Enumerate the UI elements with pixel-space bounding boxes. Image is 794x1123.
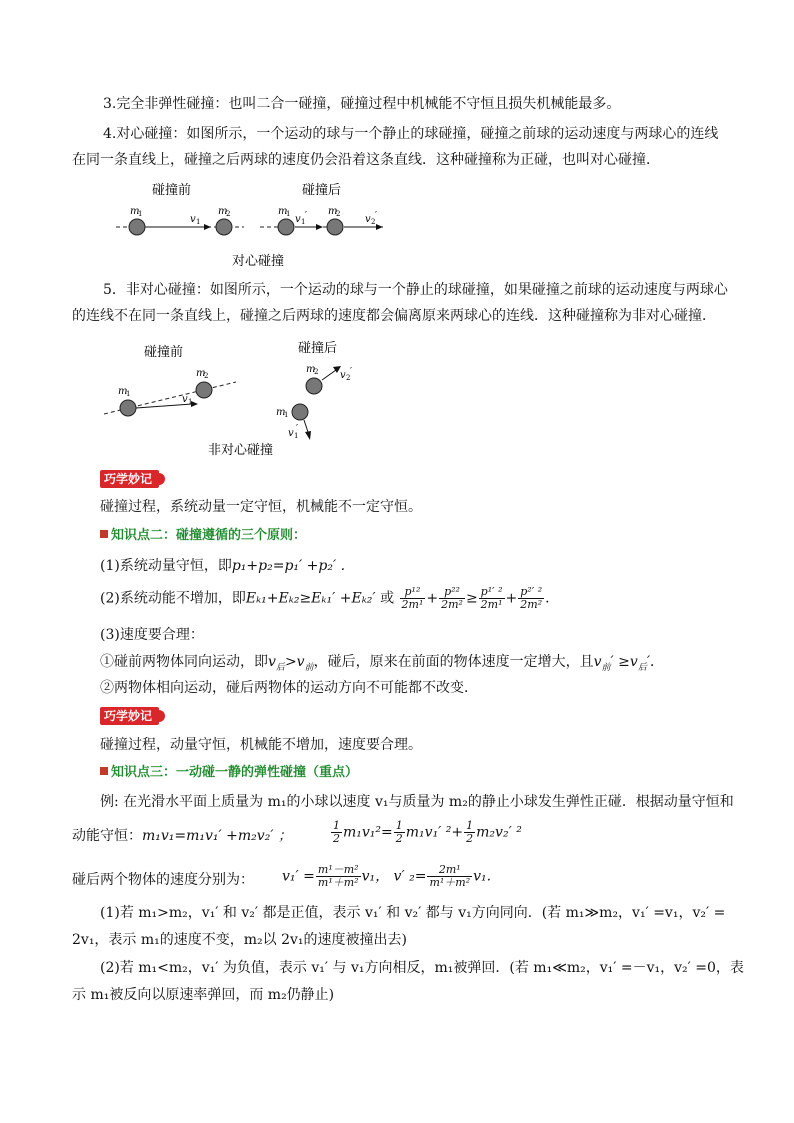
fig1-after-label: 碰撞后 [302,183,342,198]
example-line-2 [72,826,292,846]
case-2-line2: 示 m₁被反向以原速率弹回，而 m₂仍静止) [72,987,335,1003]
frac-p2-sq: $\frac{\text{p²²}}{\text{2m²}}$ [441,585,463,611]
rule-3: (3)速度要合理： [100,627,204,643]
rule-3a-cond: $v_后>v_前$ [268,654,314,673]
velocity-line [72,870,254,890]
fig2-v1p-arrowhead [305,431,311,440]
case-2-line1: (2)若 m₁<m₂，v₁′ 为负值，表示 v₁′ 与 v₁方向相反，m₁被弹回．(若 m₁≪m₂，v₁′ =－v₁，v₂′ =0，表 [100,960,744,976]
knowledge-point-3-heading [100,763,358,783]
knowledge-point-2-heading [100,526,306,546]
fig2-v2p-sub: 2 [346,374,351,382]
fig2-m2-sub: 2 [204,372,209,380]
fig2-ball-m1-before [120,400,136,416]
fig2-m1-after-sub: 1 [284,411,289,419]
fig1-v2p-sub: 2 [371,218,376,226]
rule-3a-text: ①碰前两物体同向运动，即 [100,654,268,670]
fig1-v1p-prime: ′ [305,211,308,221]
fig2-m2-after-label: m [306,364,316,375]
energy-equation: $\frac{1}{2}$ m₁v₁²= $\frac{1}{2}$ m₁v₁′ ²+ $\frac{1}{2}$ m₂v₂′ ² [333,819,522,845]
kp2-text: 知识点二：碰撞遵循的三个原则： [111,528,307,543]
fig1-v2p-arrowhead [376,224,383,230]
fig2-ball-m2-after [306,378,322,394]
rule-2-energy: Eₖ₁+Eₖ₂≥Eₖ₁′ +Eₖ₂′ [245,590,376,607]
paragraph-4-line2: 在同一条直线上，碰撞之后两球的速度仍会沿着这条直线．这种碰撞称为正碰，也叫对心碰撞． [72,152,660,168]
rule-3a-mid: ，碰后，原来在前面的物体速度一定增大，且 [313,654,594,670]
rule-2: (2)系统动能不增加，即Eₖ₁+Eₖ₂≥Eₖ₁′ +Eₖ₂′ 或 $\frac{\text{p¹²}}{\text{2m¹}}$ + $\frac{\text{p²²}}{\text{2m²}}$ ≥ $\frac{\text{p¹′ ²}}{\text{2m¹}}$ + $\frac{\text{p²′ ²}}{\text{2m²}}$ . [100,585,550,611]
fig1-m1-label: m [130,206,140,217]
kp3-text: 知识点三：一动碰一静的弹性碰撞（重点） [111,765,359,780]
paragraph-5-line1: 5．非对心碰撞：如图所示，一个运动的球与一个静止的球碰撞，如果碰撞之前球的运动速度与两球心 [103,282,728,298]
example-line-2-text: 动能守恒： [72,828,142,844]
fig2-before-label: 碰撞前 [144,345,184,360]
fig1-m1-after-label: m [278,206,288,217]
fig1-m2-after-sub: 2 [336,210,341,218]
fig1-m1-sub: 1 [138,210,143,218]
head-on-collision-figure [110,178,400,270]
momentum-equation: m₁v₁=m₁v₁′ +m₂v₂′ ； [142,828,292,844]
fig1-v1-sub: 1 [196,218,201,226]
memo-1-text: 碰撞过程，系统动量一定守恒，机械能不一定守恒。 [100,499,422,515]
fig1-m1-after-sub: 1 [286,210,291,218]
fig2-m1-label: m [118,386,128,397]
fig1-ball-m1-after [278,219,294,235]
red-square-icon [100,530,108,538]
fig1-m2-sub: 2 [226,210,231,218]
paragraph-3: 3.完全非弹性碰撞：也叫二合一碰撞，碰撞过程中机械能不守恒且损失机械能最多。 [103,96,621,112]
fig1-v1p-sub: 1 [301,218,306,226]
fig2-m2-label: m [196,368,206,379]
fig2-ball-m2-before [196,382,212,398]
example-line-1: 例: 在光滑水平面上质量为 m₁的小球以速度 v₁与质量为 m₂的静止小球发生弹性正碰．根据动量守恒和 [100,794,734,810]
fig2-m1-after-label: m [276,407,286,418]
case-1-line1: (1)若 m₁>m₂，v₁′ 和 v₂′ 都是正值，表示 v₁′ 和 v₂′ 都与 v₁方向同向．(若 m₁≫m₂，v₁′ =v₁，v₂′ = [100,905,726,921]
fig1-v1p-label: v [295,214,301,225]
fig1-caption: 对心碰撞 [232,254,285,269]
fig1-v1p-arrowhead [316,224,323,230]
fig1-v2p-label: v [365,214,371,225]
fig1-m2-label: m [218,206,228,217]
fig2-v1p-arrow [304,420,308,432]
rule-2-text: (2)系统动能不增加，即 [100,590,246,607]
frac-p1p-sq: $\frac{\text{p¹′ ²}}{\text{2m¹}}$ [480,585,503,611]
rule-3a [100,652,664,678]
rule-3a-result: $v_前' \ge v_后'$ [593,654,651,673]
fig2-v1-sub: 1 [188,398,193,406]
fig1-ball-m2-after [327,219,343,235]
fig2-v1p-label: v [288,428,294,439]
fig2-v2p-prime: ′ [350,367,353,377]
fig1-before-label: 碰撞前 [152,183,192,198]
fig2-v1p-prime: ′ [296,424,299,434]
fig2-v2p-arrow [322,370,336,380]
fig2-v2p-label: v [340,370,346,381]
oblique-collision-figure [100,336,370,460]
rule-1-formula: p₁+p₂=p₁′ +p₂′ . [231,558,346,574]
velocity-line-text: 碰后两个物体的速度分别为： [72,872,254,888]
fig1-m2-after-label: m [328,206,338,217]
fig1-ball-m2-before [216,219,232,235]
rule-2-or: 或 [380,590,395,607]
fig1-v1-arrowhead [204,224,211,230]
velocity-formulas: v₁′ = $\frac{\text{m¹－m²}}{\text{m¹＋m²}}$ v₁， v′ ₂= $\frac{\text{2m¹}}{\text{m¹＋m²}}$ v₁. [282,863,492,889]
fig1-ball-m1-before [129,219,145,235]
fig2-v1-label: v [182,394,188,405]
red-square-icon [100,767,108,775]
fig1-v2p-prime: ′ [375,211,378,221]
paragraph-4-line1: 4.对心碰撞：如图所示，一个运动的球与一个静止的球碰撞，碰撞之前球的运动速度与两球心的连线 [103,126,719,142]
fig2-ball-m1-after [292,404,308,420]
rule-1 [100,556,345,576]
frac-p1-sq: $\frac{\text{p¹²}}{\text{2m¹}}$ [401,585,424,611]
memo-badge-2: 巧学妙记 [100,707,159,725]
fig1-v1-label: v [190,214,196,225]
rule-3b: ②两物体相向运动，碰后两物体的运动方向不可能都不改变． [100,680,478,696]
case-1-line2: 2v₁，表示 m₁的速度不变，m₂以 2v₁的速度被撞出去) [72,932,407,948]
rule-1-text: (1)系统动量守恒，即 [100,558,232,574]
fig2-after-label: 碰撞后 [298,341,338,356]
paragraph-5-line2: 的连线不在同一条直线上，碰撞之后两球的速度都会偏离原来两球心的连线．这种碰撞称为非对心碰撞． [72,308,716,324]
fig2-caption: 非对心碰撞 [208,443,274,458]
fig2-m1-sub: 1 [126,390,131,398]
fig2-m2-after-sub: 2 [314,368,319,376]
memo-badge-1: 巧学妙记 [100,470,159,488]
memo-2-text: 碰撞过程，动量守恒，机械能不增加，速度要合理。 [100,737,422,753]
rule-3a-end: ． [650,654,665,670]
fig2-v1p-sub: 1 [294,432,299,440]
frac-p2p-sq: $\frac{\text{p²′ ²}}{\text{2m²}}$ [520,585,543,611]
